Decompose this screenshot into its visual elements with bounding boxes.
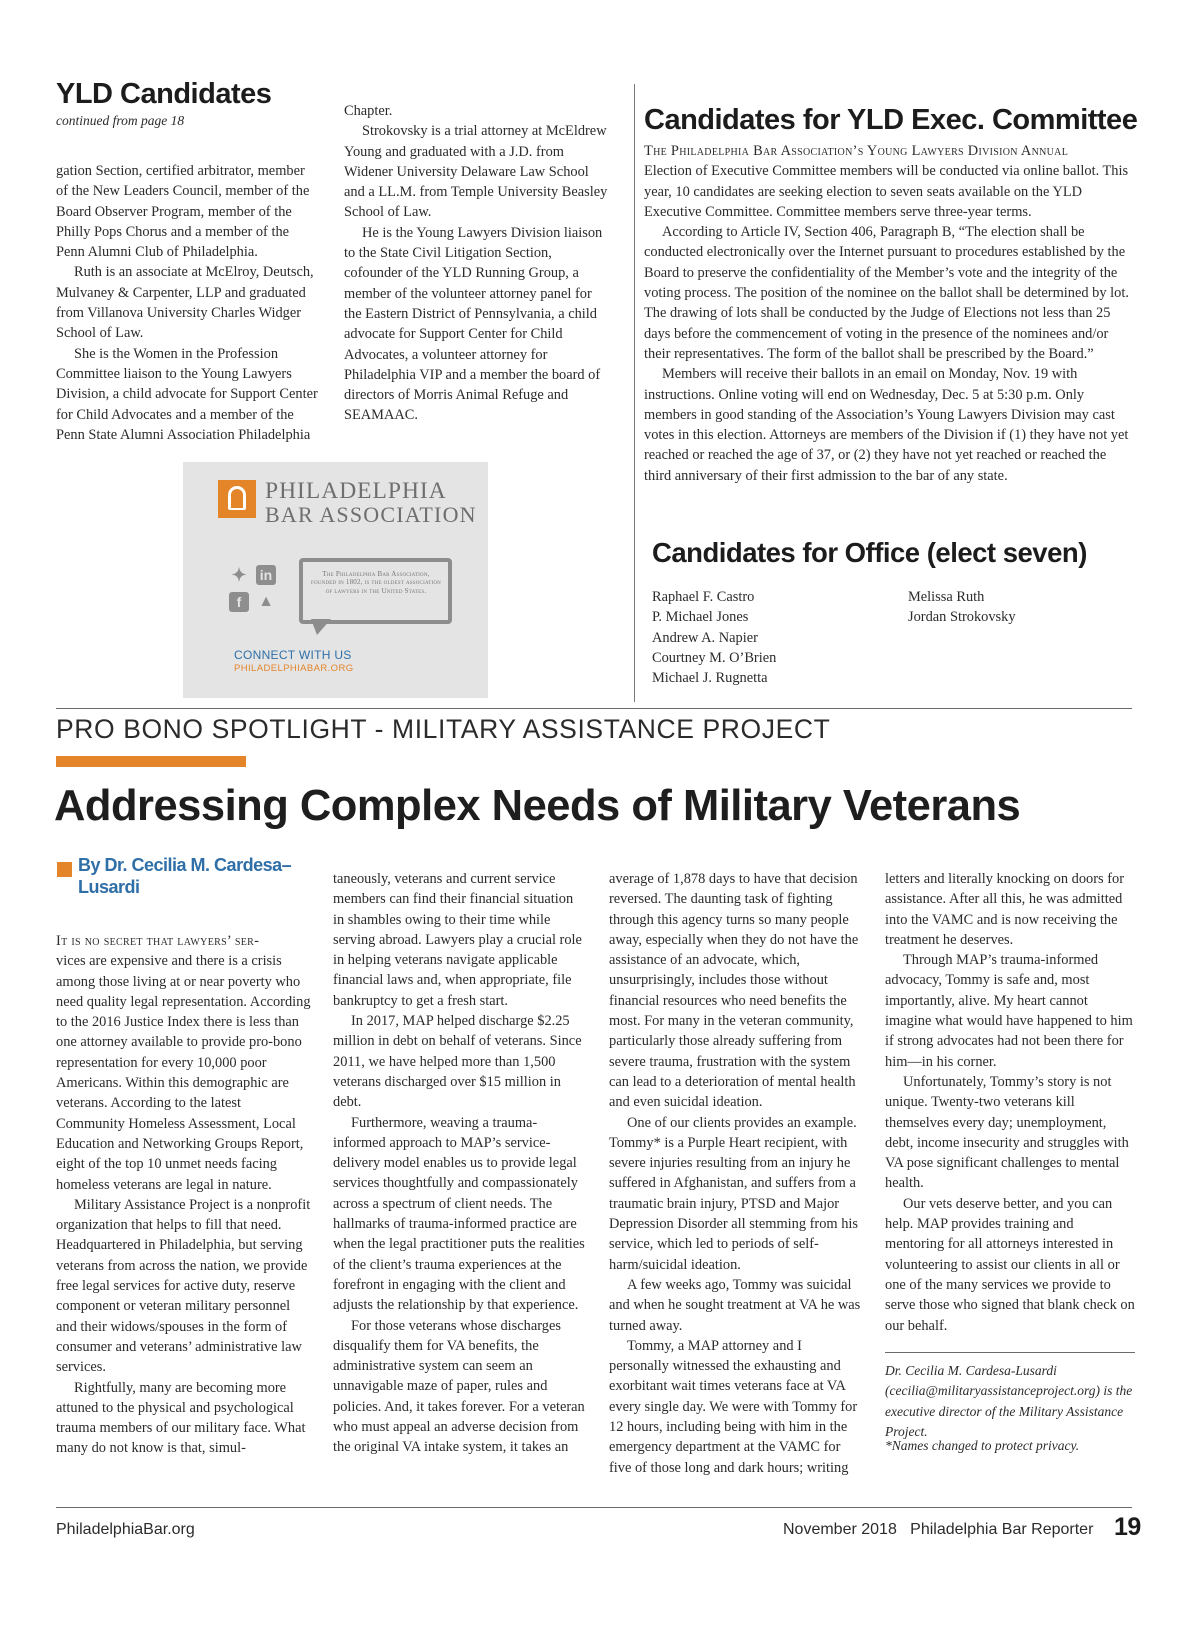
page-number: 19 [1114,1513,1141,1541]
column-divider [634,84,635,702]
yld-column-1 [56,161,318,445]
paragraph: vices are expensive and there is a crisis among those living at or near poverty who need quality legal representation. According to the 2016 Justice Index there is less than one attorney available to provide pro-bono representation for every 10,000 poor Americans. Within this demographic are veterans. According to the latest Community Homeless Assessment, Local Education and Networking Groups Report, eight of the top 10 unmet needs facing homeless veterans are legal in nature. [56,953,311,1193]
bell-icon [228,486,246,510]
paragraph: He is the Young Lawyers Division liaison to the State Civil Litigation Section, cofounder of the YLD Running Group, a member of the volunteer attorney panel for the Eastern District of Pennsylvania, a child advocate for Support Center for Child Advocates, a volunteer attorney for Philadelphia VIP and a member the board of directors of Morris Animal Refuge and SEAMAAC. [344,224,603,424]
paragraph: Furthermore, weaving a trauma-informed approach to MAP’s service-delivery model enables us to provide legal services thoughtfully and compassionately across a spectrum of client needs. The hallmarks of trauma-informed practice are when the legal practitioner puts the realities of the client’s trauma experiences at the forefront in engaging with the client and adjusts the relationship by that experience. [333,1114,585,1314]
continued-note: continued from page 18 [56,113,185,128]
paragraph: letters and literally knocking on doors for assistance. After all this, he was admitted into the VAMC and is now receiving the treatment he deserves. [885,871,1124,948]
accent-bar [56,756,246,767]
thumbs-up-icon[interactable]: ▲ [258,593,274,610]
byline-square-icon [57,862,72,877]
ad-url-link[interactable]: PHILADELPHIABAR.ORG [234,663,354,674]
candidate-name: Raphael F. Castro [652,589,755,605]
candidate-list-right [908,587,1148,628]
paragraph: Unfortunately, Tommy’s story is not unique. Twenty-two veterans kill themselves every day; unemployment, debt, income insecurity and struggles with VA pose significant challenges to mental health. [885,1073,1129,1192]
article-column-1 [56,931,312,1459]
speech-bubble-tail [311,619,331,635]
lead-caps: The Philadelphia Bar Association’s Young Lawyers Division Annual [644,143,1069,159]
paragraph: A few weeks ago, Tommy was suicidal and when he sought treatment at VA he was turned away. [609,1276,861,1334]
footer-issue: November 2018 Philadelphia Bar Reporter [783,1521,1094,1538]
twitter-icon[interactable]: ✦ [231,565,247,585]
ad-org-name-line2: BAR ASSOCIATION [265,502,477,527]
paragraph: One of our clients provides an example. Tommy* is a Purple Heart recipient, with severe injuries resulting from an injury he suffered in Afghanistan, and suffers from a traumatic brain injury, PTSD and Major Depression Disorder all stemming from his service, which led to periods of self-harm/suicidal ideation. [609,1114,858,1273]
candidate-list-left [652,587,892,688]
lead-in [644,141,1132,161]
candidate-name: Andrew A. Napier [652,629,758,646]
ad-tagline: The Philadelphia Bar Association, founded in 1802, is the oldest association of lawyers in the United States. [311,570,441,595]
footer-site-link[interactable]: PhiladelphiaBar.org [56,1521,195,1538]
candidate-name: Melissa Ruth [908,589,985,605]
connect-with-us: CONNECT WITH US [234,648,352,662]
footer-divider [56,1507,1132,1508]
privacy-note: *Names changed to protect privacy. [885,1438,1080,1453]
exec-committee-title: Candidates for YLD Exec. Committee [644,104,1138,136]
lead-caps: It is no secret that lawyers’ ser- [56,933,260,949]
paragraph: Tommy, a MAP attorney and I personally witnessed the exhausting and exorbitant wait times veterans face at VA every single day. We were with Tommy for 12 hours, including being with him in the emergency department at the VAMC for five of those long and dark hours; writing [609,1337,858,1476]
yld-column-2 [344,101,610,426]
bio-divider [885,1352,1135,1353]
article-column-3 [609,869,863,1478]
article-column-2 [333,869,587,1458]
candidate-name: Jordan Strokovsky [908,609,1016,626]
yld-candidates-title: YLD Candidates [56,78,272,110]
paragraph: taneously, veterans and current service members can find their financial situation in shambles owing to their time while serving abroad. Lawyers play a crucial role in helping veterans navigate applicable financial laws and, when appropriate, file bankruptcy to get a fresh start. [333,871,582,1009]
section-divider [56,708,1132,709]
paragraph: Our vets deserve better, and you can help. MAP provides training and mentoring for all attorneys interested in volunteering to assist our clients in all or one of the many services we provide to serve those who signed that blank check on our behalf. [885,1195,1135,1334]
linkedin-icon[interactable]: in [256,565,276,585]
article-column-4 [885,869,1135,1336]
exec-committee-body [644,141,1132,486]
author-bio: Dr. Cecilia M. Cardesa-Lusardi (cecilia@militaryassistanceproject.org) is the executive director of the Military Assistance Project. [885,1363,1133,1439]
paragraph: average of 1,878 days to have that decision reversed. The daunting task of fighting through this agency turns so many people away, especially when they do not have the assistance of an advocate, which, unsurprisingly, includes those without financial resources who need benefits the most. For many in the veteran community, particularly those already suffering from severe trauma, frustration with the system can lead to a deterioration of mental health and even suicidal ideation. [609,871,859,1111]
candidate-name: Michael J. Rugnetta [652,670,768,687]
paragraph: Chapter. [344,103,393,119]
facebook-icon[interactable]: f [229,592,249,612]
paragraph: gation Section, certified arbitrator, member of the New Leaders Council, member of the Board Observer Program, member of the Philly Pops Chorus and a member of the Penn Alumni Club of Philadelphia. [56,163,310,261]
paragraph: Military Assistance Project is a nonprofit organization that helps to fill that need. Headquartered in Philadelphia, but serving veterans from across the nation, we provide free legal services for active duty, reserve component or veteran military personnel and their widows/spouses in the form of consumer and veterans’ administrative law services. [56,1196,311,1376]
paragraph: In 2017, MAP helped discharge $2.25 million in debt on behalf of veterans. Since 2011, we have helped more than 1,500 veterans discharged over $15 million in debt. [333,1013,582,1111]
paragraph: According to Article IV, Section 406, Paragraph B, “The election shall be conducted electronically over the Internet pursuant to procedures established by the Board to preserve the confidentiality of the Member’s vote and the integrity of the voting process. The position of the nominee on the ballot shall be determined by lot. The drawing of lots shall be conducted by the Judge of Elections not less than 25 days before the commencement of voting in the presence of the nominees and/or their representatives. The form of the ballot shall be prescribed by the Board.” [644,224,1129,362]
spotlight-label: PRO BONO SPOTLIGHT - MILITARY ASSISTANCE PROJECT [56,714,831,744]
paragraph: She is the Women in the Profession Committee liaison to the Young Lawyers Division, a child advocate for Support Center for Child Advocates and a member of the Penn State Alumni Association Philadelphia [56,345,318,443]
paragraph: Ruth is an associate at McElroy, Deutsch, Mulvaney & Carpenter, LLP and graduated from Villanova University Charles Widger School of Law. [56,264,314,342]
paragraph: For those veterans whose discharges disqualify them for VA benefits, the administrative system can seem an unnavigable maze of paper, rules and policies. And, it takes forever. For a veteran who must appeal an adverse decision from the original VA intake system, it takes an [333,1317,585,1456]
paragraph: Election of Executive Committee members will be conducted via online ballot. This year, 10 candidates are seeking election to seven seats available on the YLD Executive Committee. Committee members serve three-year terms. [644,163,1129,220]
ad-org-name-line1: PHILADELPHIA [265,478,447,504]
paragraph: Strokovsky is a trial attorney at McEldrew Young and graduated with a J.D. from Widener University Delaware Law School and a LL.M. from Temple University Beasley School of Law. [344,123,608,221]
office-candidates-title: Candidates for Office (elect seven) [652,537,1087,568]
candidate-name: Courtney M. O’Brien [652,649,777,666]
article-byline: By Dr. Cecilia M. Cardesa–Lusardi [78,855,292,897]
bar-association-ad[interactable] [183,462,488,698]
candidate-name: P. Michael Jones [652,609,749,626]
paragraph: Members will receive their ballots in an email on Monday, Nov. 19 with instructions. Online voting will end on Wednesday, Dec. 5 at 5:30 p.m. Only members in good standing of the Association’s Young Lawyers Division may cast votes in this election. Attorneys are members of the Division if (1) they have not yet reached or reached the age of 37, or (2) they have not yet reached or reached the third anniversary of their first admission to the bar of any state. [644,366,1129,484]
speech-bubble [299,558,452,624]
liberty-bell-logo [218,480,256,518]
paragraph: Through MAP’s trauma-informed advocacy, Tommy is safe and, most importantly, alive. My heart cannot imagine what would have happened to him if strong advocates had not been there for him—in his corner. [885,952,1133,1070]
paragraph: Rightfully, many are becoming more attuned to the physical and psychological trauma members of our military face. What many do not know is that, simul- [56,1379,306,1457]
lead-in [56,931,312,951]
article-headline: Addressing Complex Needs of Military Veterans [54,782,1021,830]
